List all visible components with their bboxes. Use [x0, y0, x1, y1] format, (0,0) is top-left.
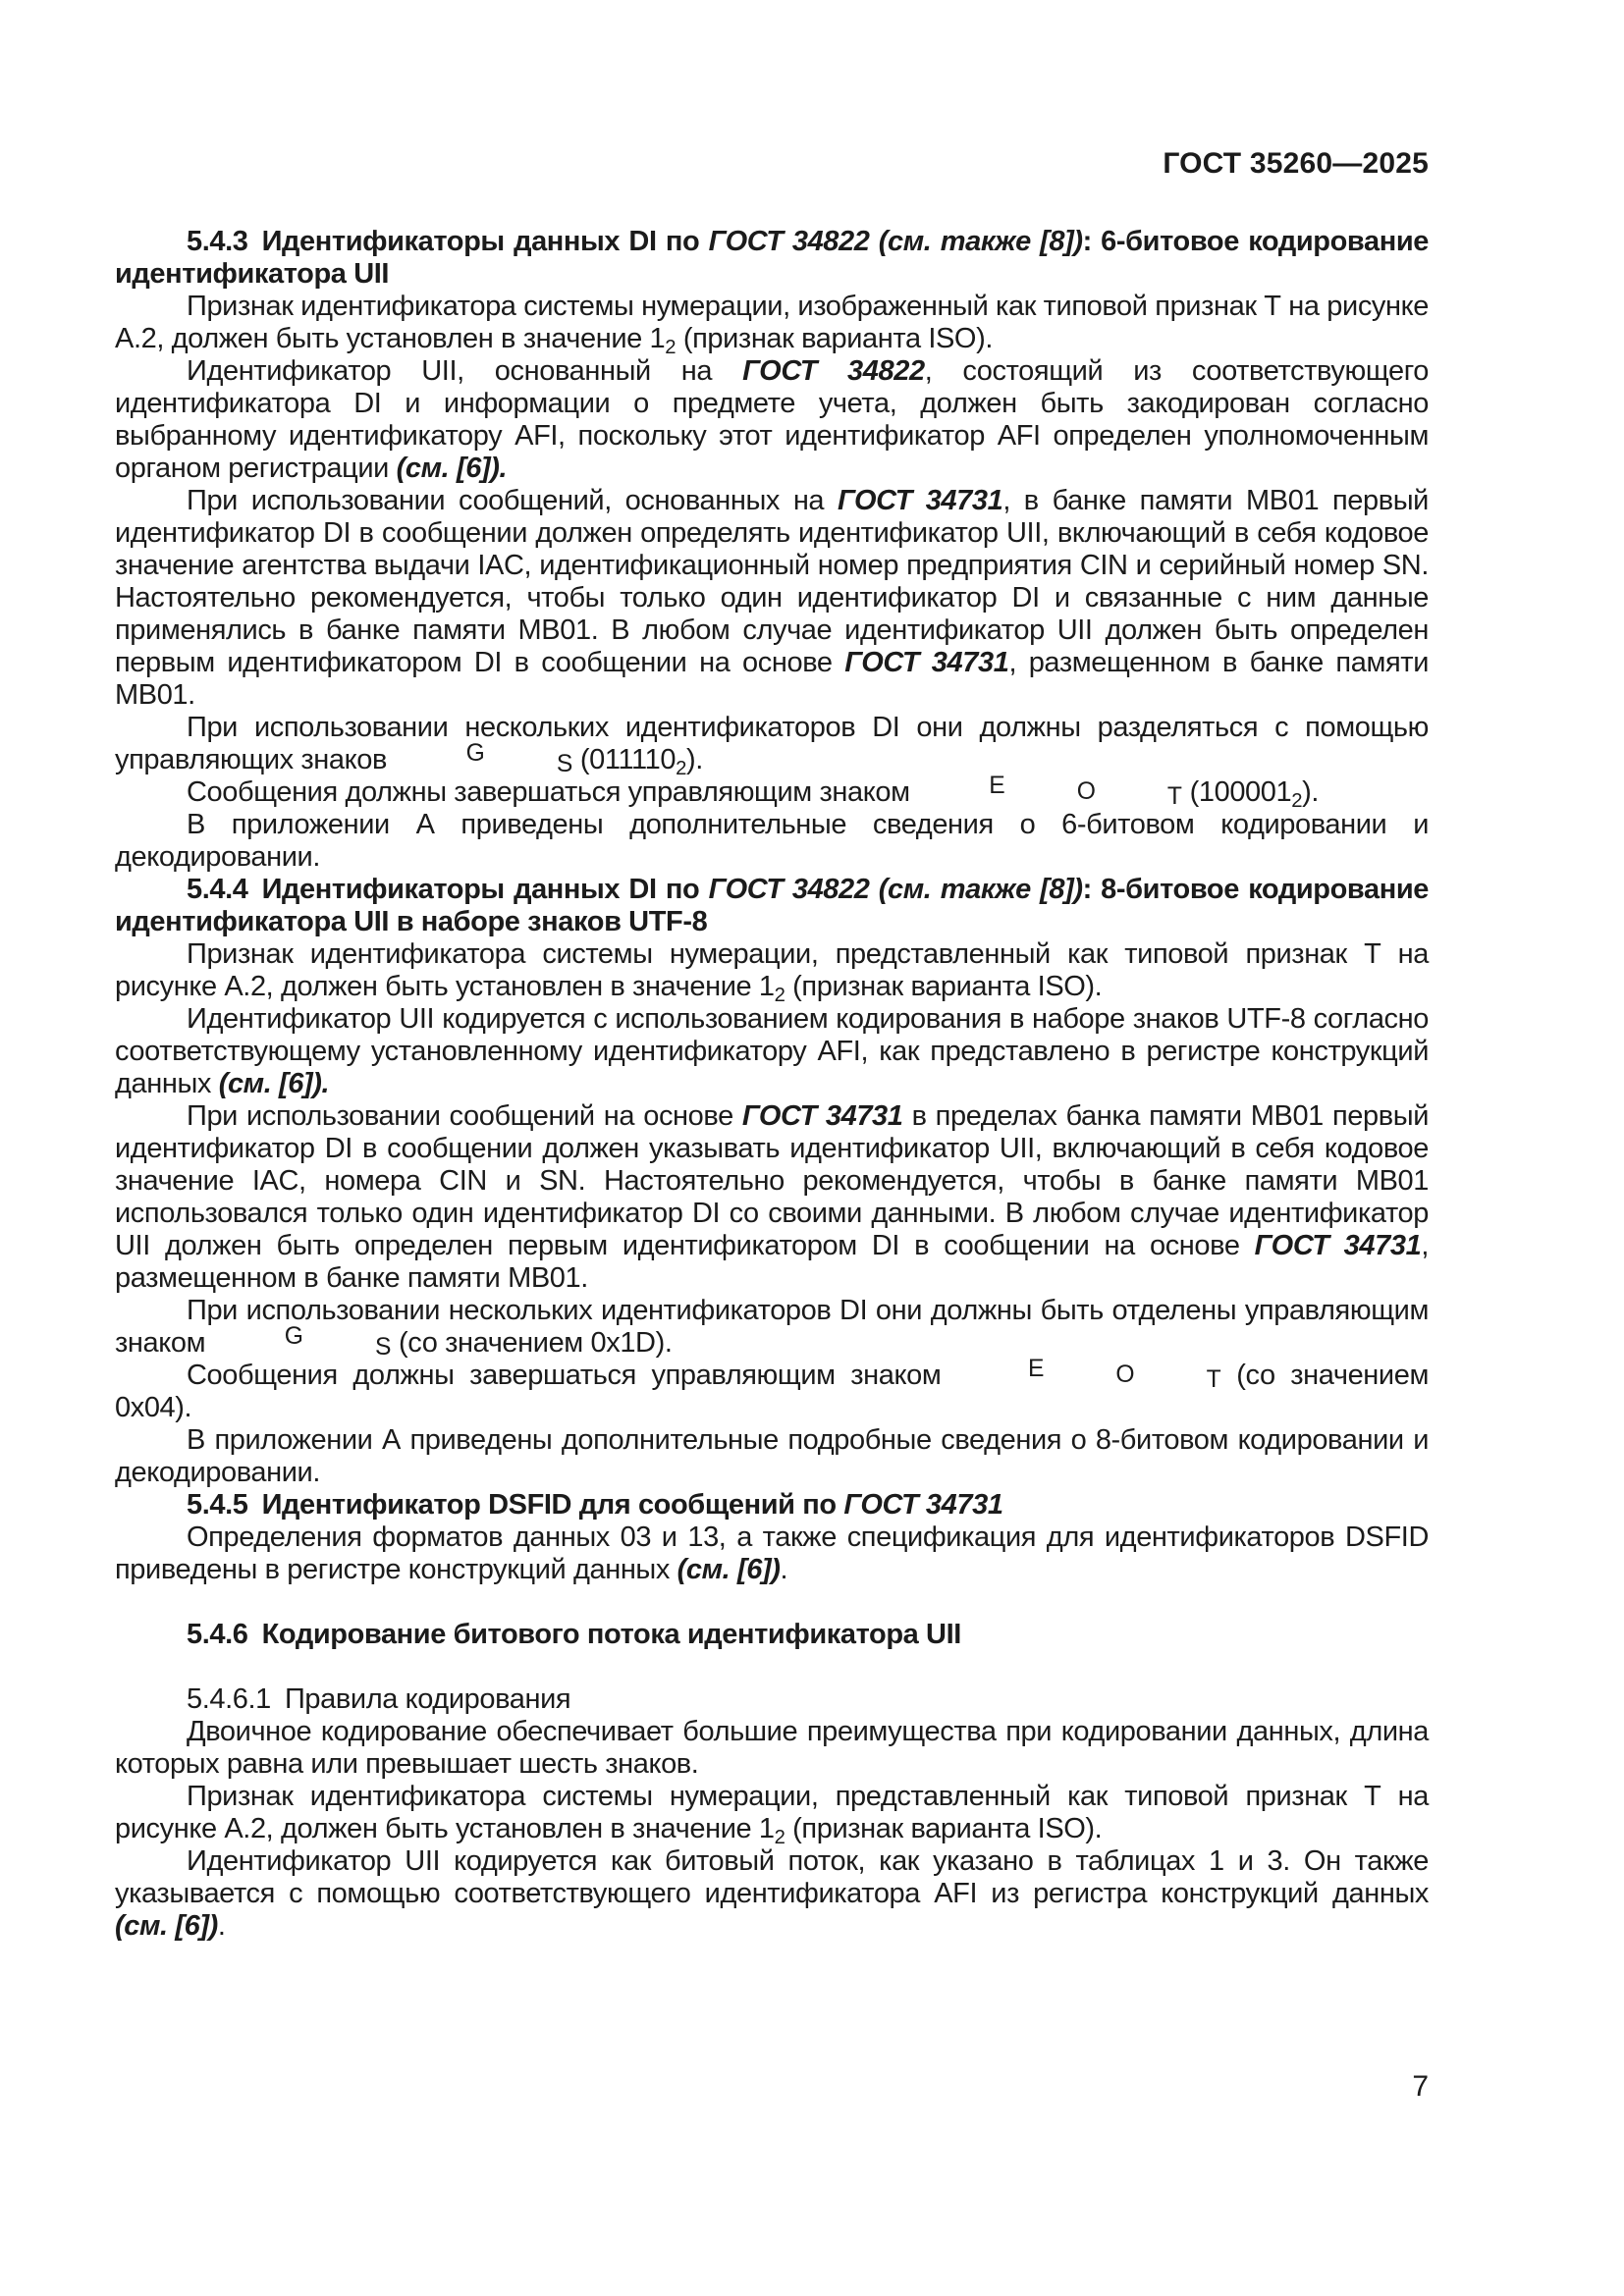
paragraph: Сообщения должны завершаться управляющим знаком E O T (1000012). [187, 772, 1320, 812]
control-char-eot: E O T [1027, 1355, 1221, 1394]
paragraph: Двоичное кодирование обеспечивает большие преимущества при кодировании данных, длина которых равна или превышает шесть знаков. [115, 1716, 1429, 1780]
heading-5-4-6-1: 5.4.6.1 Правила кодирования [187, 1683, 571, 1715]
paragraph: При использовании сообщений на основе ГОСТ 34731 в пределах банка памяти МВ01 первый идентификатор DI в сообщении должен указывать идентификатор UII, включающий в себя кодовое значение IAC, номера CIN и SN. Настоятельно рекомендуется, чтобы в банке памяти МВ01 использовался только один идентификатор DI со своими данными. В любом случае идентификатор UII должен быть определен первым идентификатором DI в сообщении на основе ГОСТ 34731, размещенном в банке памяти МВ01. [115, 1100, 1429, 1294]
paragraph: В приложении А приведены дополнительные подробные сведения о 8-битовом кодировании и декодировании. [115, 1424, 1429, 1488]
paragraph: Идентификатор UII кодируется как битовый поток, как указано в таблицах 1 и 3. Он также указывается с помощью соответствующего идентификатора AFI из регистра конструкций данных (см. [6]). [115, 1845, 1429, 1942]
paragraph: Идентификатор UII кодируется с использованием кодирования в наборе знаков UTF-8 согласно соответствующему установленному идентификатору AFI, как представлено в регистре конструкций данных (см. [6]). [115, 1003, 1429, 1099]
heading-5-4-5: 5.4.5 Идентификатор DSFID для сообщений по ГОСТ 34731 [187, 1489, 1003, 1521]
paragraph: При использовании сообщений, основанных на ГОСТ 34731, в банке памяти МВ01 первый идентификатор DI в сообщении должен определять идентификатор UII, включающий в себя кодовое значение агентства выдачи IAC, идентификационный номер предприятия CIN и серийный номер SN. Настоятельно рекомендуется, чтобы только один идентификатор DI и связанные с ним данные применялись в банке памяти МВ01. В любом случае идентификатор UII должен быть определен первым идентификатором DI в сообщении на основе ГОСТ 34731, размещенном в банке памяти МВ01. [115, 485, 1429, 711]
paragraph: Признак идентификатора системы нумерации, представленный как типовой признак Т на рисунке А.2, должен быть установлен в значение 12 (признак варианта ISO). [115, 1781, 1429, 1848]
paragraph: В приложении А приведены дополнительные сведения о 6-битовом кодировании и декодировании. [115, 809, 1429, 873]
paragraph: Идентификатор UII, основанный на ГОСТ 34822, состоящий из соответствующего идентификатора DI и информации о предмете учета, должен быть закодирован согласно выбранному идентификатору AFI, поскольку этот идентификатор AFI определен уполномоченным органом регистрации (см. [6]). [115, 355, 1429, 484]
heading-5-4-4: 5.4.4 Идентификаторы данных DI по ГОСТ 34822 (см. также [8]): 8-битовое кодирование идентификатора UII в наборе знаков UTF-8 [115, 874, 1429, 937]
heading-5-4-3: 5.4.3 Идентификаторы данных DI по ГОСТ 34822 (см. также [8]): 6-битовое кодирование идентификатора UII [115, 226, 1429, 290]
running-header: ГОСТ 35260—2025 [1163, 147, 1429, 180]
paragraph: При использовании нескольких идентификаторов DI они должны разделяться с помощью управляющих знаков G S (0111102). [115, 712, 1429, 779]
document-body [115, 226, 1429, 1943]
paragraph: При использовании нескольких идентификаторов DI они должны быть отделены управляющим знаком G S (со значением 0x1D). [115, 1295, 1429, 1362]
page-number: 7 [1412, 2070, 1429, 2103]
control-char-eot: E O T [989, 772, 1182, 811]
paragraph: Определения форматов данных 03 и 13, а также спецификация для идентификаторов DSFID приведены в регистре конструкций данных (см. [6]). [115, 1522, 1429, 1585]
paragraph: Признак идентификатора системы нумерации, представленный как типовой признак Т на рисунке А.2, должен быть установлен в значение 12 (признак варианта ISO). [115, 938, 1429, 1006]
paragraph: Сообщения должны завершаться управляющим знаком E O T (со значением 0x04). [115, 1355, 1429, 1423]
heading-5-4-6: 5.4.6 Кодирование битового потока идентификатора UII [187, 1619, 961, 1650]
control-char-gs: G S [465, 739, 573, 778]
control-char-gs: G S [284, 1322, 392, 1362]
paragraph: Признак идентификатора системы нумерации, изображенный как типовой признак Т на рисунке А.2, должен быть установлен в значение 12 (признак варианта ISO). [115, 291, 1429, 358]
